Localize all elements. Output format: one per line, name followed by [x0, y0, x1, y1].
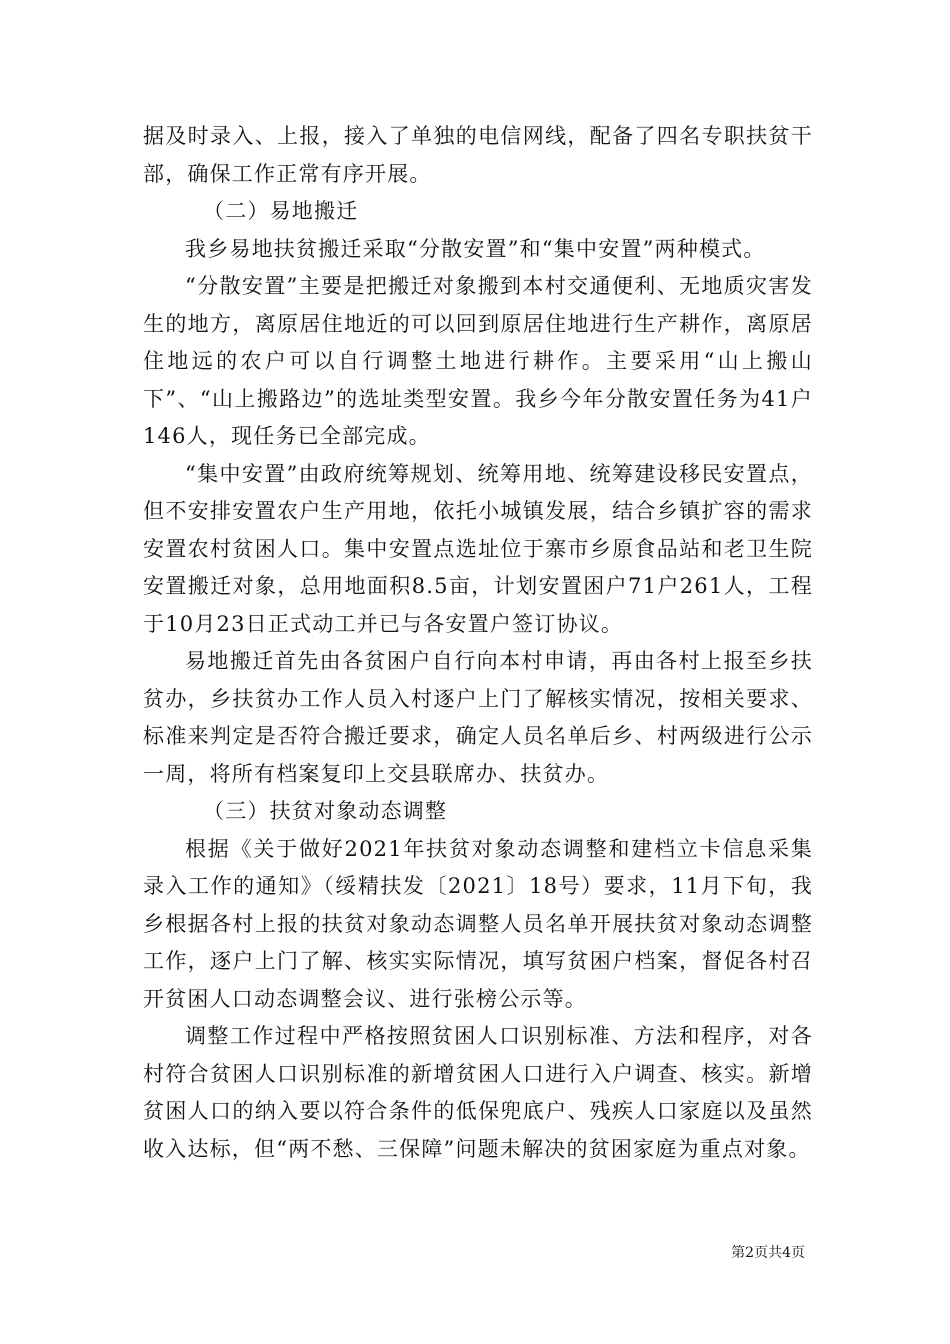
page-number-footer: 第2页共4页 — [731, 1245, 805, 1261]
paragraph-relocation-modes: 我乡易地扶贫搬迁采取“分散安置”和“集中安置”两种模式。 — [185, 236, 766, 261]
paragraph-centralized-resettlement: “集中安置”由政府统筹规划、统筹用地、统筹建设移民安置点，但不安排安置农户生产用地，依托小城镇发展，结合乡镇扩容的需求安置农村贫困人口。集中安置点选址位于寨市乡原食品站和老卫生院安置搬迁对象，总用地面积8.5亩，计划安置困户71户261人，工程于10月23日正式动工并已与各安置户签订协议。 — [143, 461, 813, 636]
section-heading-relocation: （二）易地搬迁 — [203, 199, 359, 223]
paragraph-scattered-resettlement: “分散安置”主要是把搬迁对象搬到本村交通便利、无地质灾害发生的地方，离原居住地近的可以回到原居住地进行生产耕作，离原居住地远的农户可以自行调整土地进行耕作。主要采用“山上搬山下”、“山上搬路边”的选址类型安置。我乡今年分散安置任务为41户146人，现任务已全部完成。 — [143, 274, 813, 448]
paragraph-adjustment-notice: 根据《关于做好2021年扶贫对象动态调整和建档立卡信息采集录入工作的通知》（绥精扶发〔2021〕18号）要求，11月下旬，我乡根据各村上报的扶贫对象动态调整人员名单开展扶贫对象动态调整工作，逐户上门了解、核实实际情况，填写贫困户档案，督促各村召开贫困人口动态调整会议、进行张榜公示等。 — [143, 836, 813, 1011]
paragraph-continuation: 据及时录入、上报，接入了单独的电信网线，配备了四名专职扶贫干部，确保工作正常有序开展。 — [143, 124, 813, 186]
section-heading-dynamic-adjustment: （三）扶贫对象动态调整 — [203, 799, 448, 823]
paragraph-relocation-procedure: 易地搬迁首先由各贫困户自行向本村申请，再由各村上报至乡扶贫办，乡扶贫办工作人员入村逐户上门了解核实情况，按相关要求、标准来判定是否符合搬迁要求，确定人员名单后乡、村两级进行公示一周，将所有档案复印上交县联席办、扶贫办。 — [143, 649, 813, 786]
paragraph-adjustment-process: 调整工作过程中严格按照贫困人口识别标准、方法和程序，对各村符合贫困人口识别标准的新增贫困人口进行入户调查、核实。新增贫困人口的纳入要以符合条件的低保兜底户、残疾人口家庭以及虽然收入达标，但“两不愁、三保障”问题未解决的贫困家庭为重点对象。 — [143, 1024, 813, 1161]
document-body — [143, 118, 813, 1168]
